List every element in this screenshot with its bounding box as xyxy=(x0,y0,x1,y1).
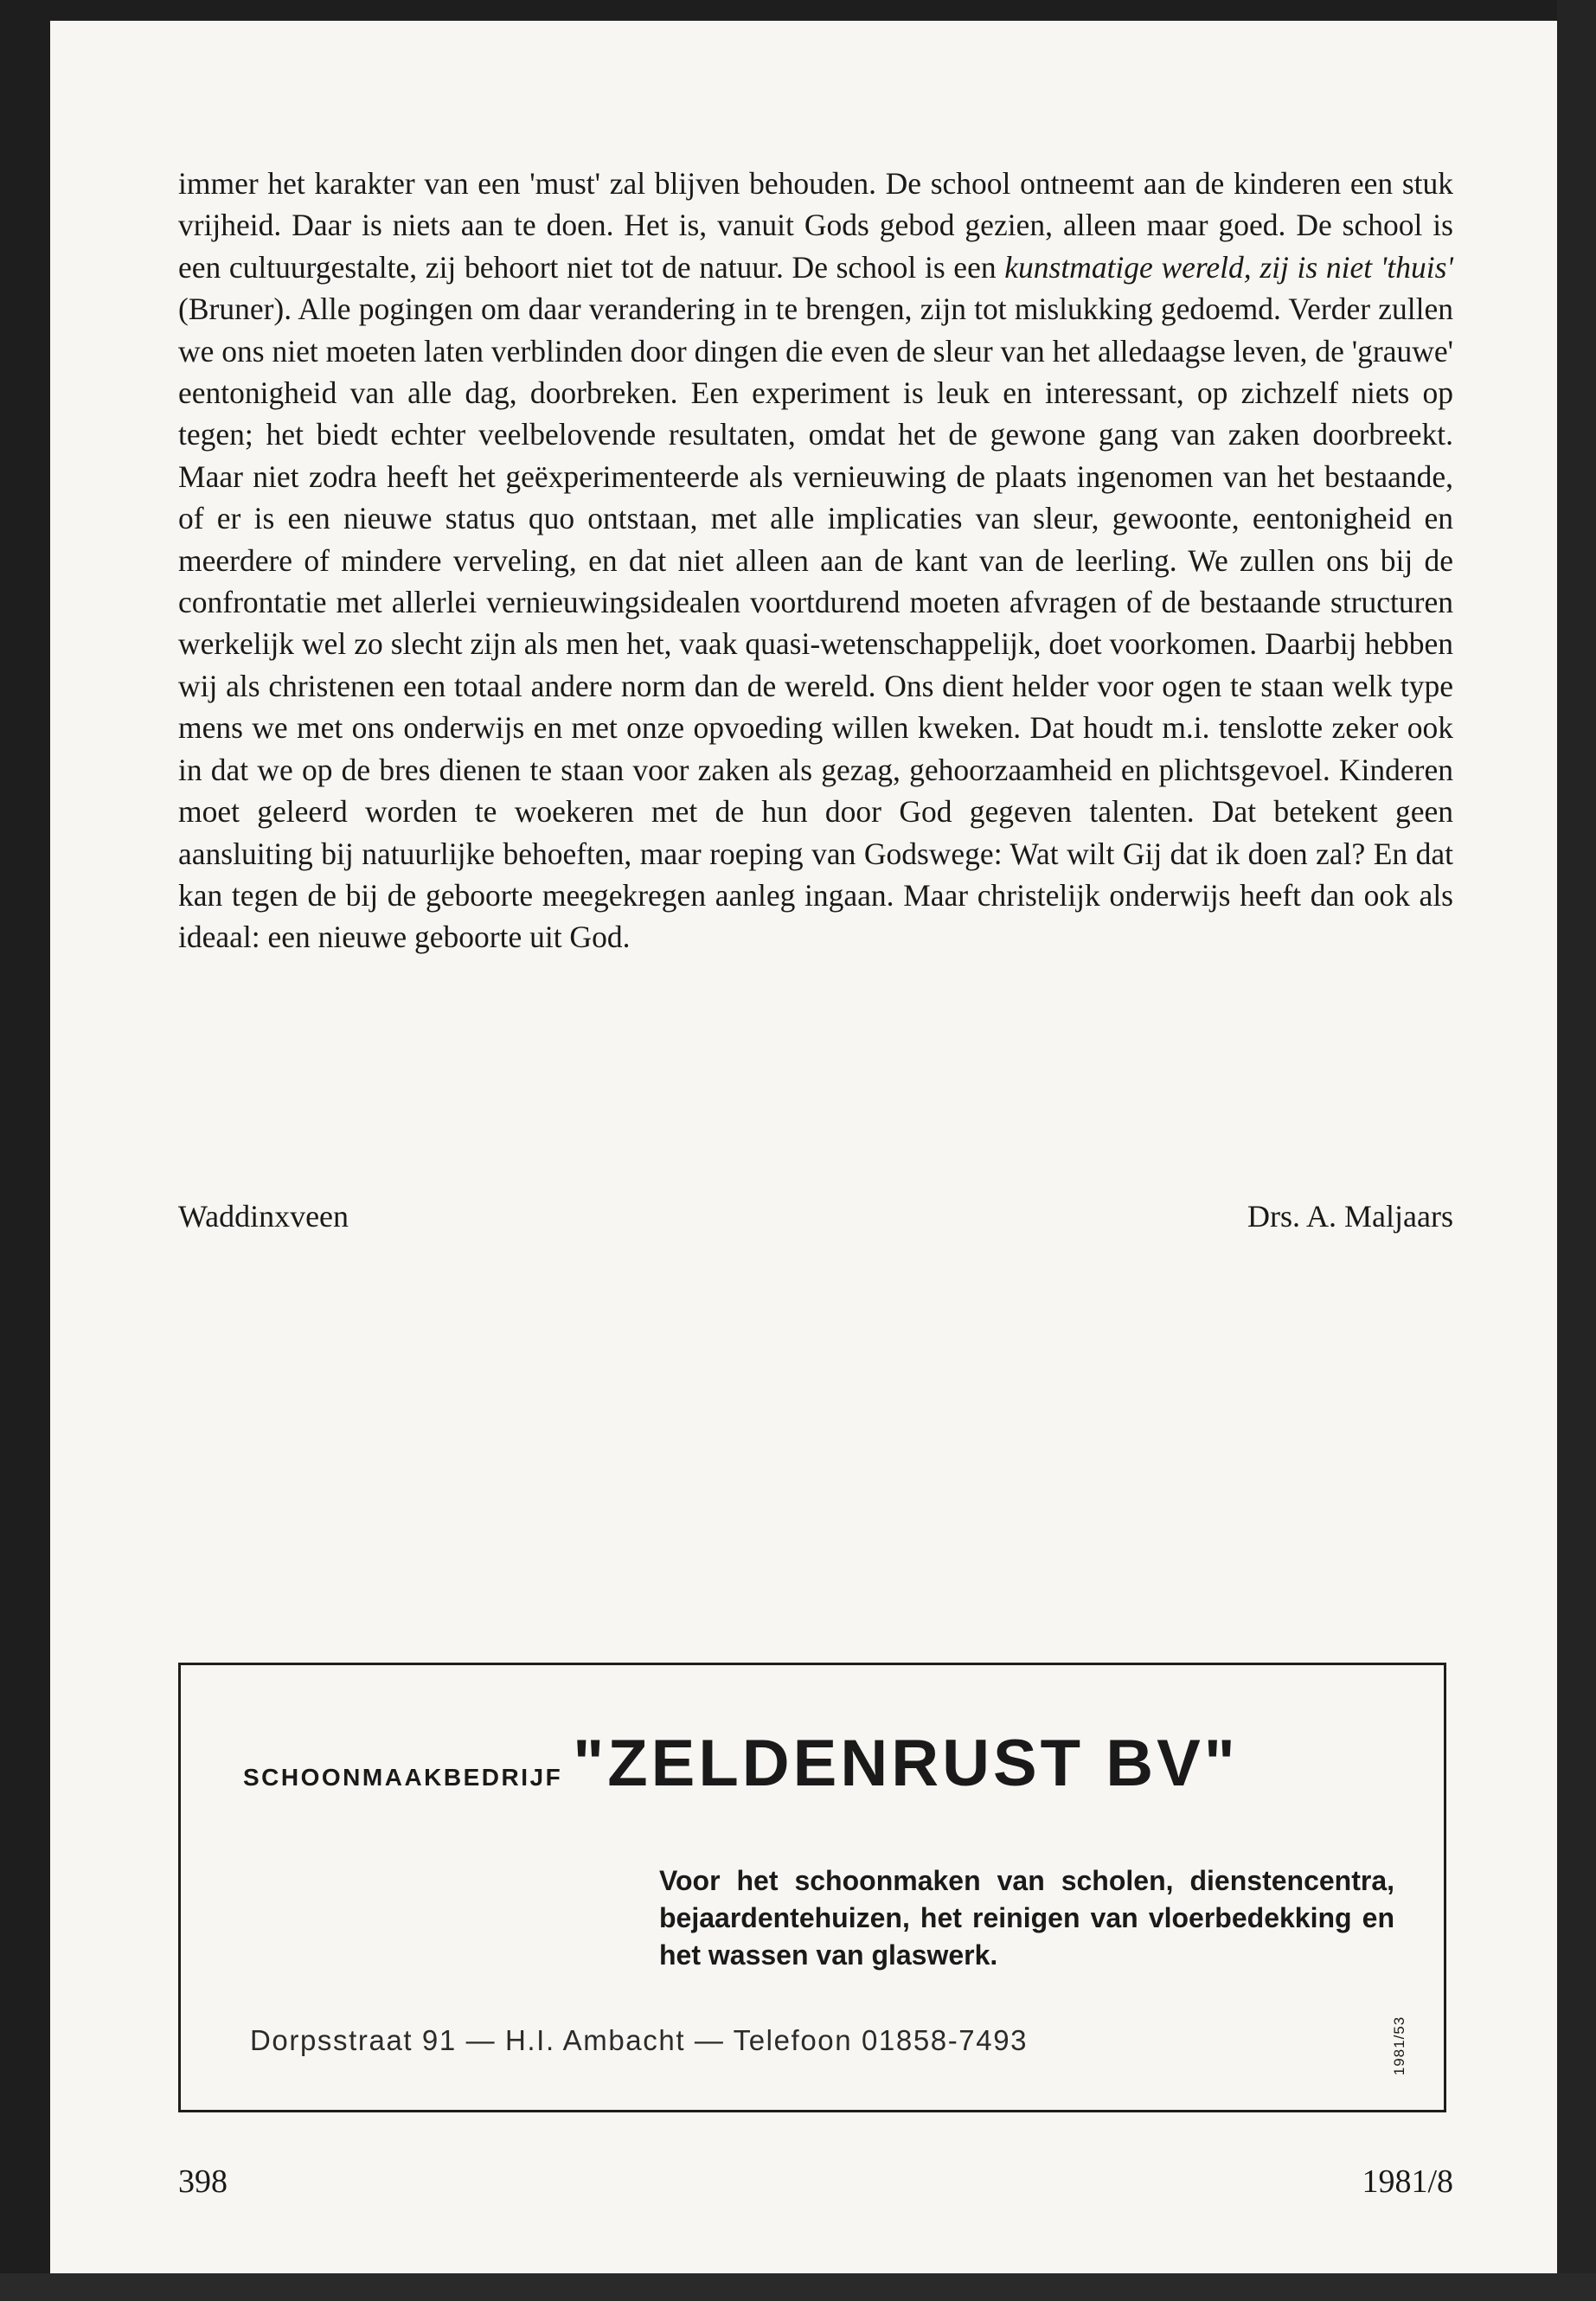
scan-border-top xyxy=(0,0,1596,21)
page-number: 398 xyxy=(178,2163,228,2200)
advertisement-box xyxy=(178,1663,1446,2112)
advertisement-company: "ZELDENRUST BV" xyxy=(573,1727,1239,1800)
advertisement-code xyxy=(1389,2016,1410,2076)
article-emphasis: kunstmatige wereld, zij is niet 'thuis' xyxy=(1004,249,1453,285)
article-text-continued: (Bruner). Alle pogingen om daar verandering in te brengen, zijn tot mislukking gedoemd. Verder zullen we ons niet moeten laten verblinden door dingen die even de sleur van het alledaagse leven, de 'grauwe' eentonigheid van alle dag, doorbreken. Een experiment is leuk en interessant, op zichzelf niets op tegen; het biedt echter veelbelovende resultaten, omdat het de gewone gang van zaken doorbreekt. Maar niet zodra heeft het geëxperimenteerde als vernieuwing de plaats ingenomen van het bestaande, of er is een nieuwe status quo ontstaan, met alle implicaties van sleur, gewoonte, eentonigheid en meerdere of mindere verveling, en dat niet alleen aan de kant van de leerling. We zullen ons bij de confrontatie met allerlei vernieuwingsidealen voortdurend moeten afvragen of de bestaande structuren werkelijk wel zo slecht zijn als men het, vaak quasi-wetenschappelijk, doet voorkomen. Daarbij hebben wij als christenen een totaal andere norm dan de wereld. Ons dient helder voor ogen te staan welk type mens we met ons onderwijs en met onze opvoeding willen kweken. Dat houdt m.i. tenslotte zeker ook in dat we op de bres dienen te staan voor zaken als gezag, gehoorzaamheid en plichtsgevoel. Kinderen moet geleerd worden te woekeren met de hun door God gegeven talenten. Dat betekent geen aansluiting bij natuurlijke behoeften, maar roeping van Godswege: Wat wilt Gij dat ik doen zal? En dat kan tegen de bij de geboorte meegekregen aanleg ingaan. Maar christelijk onderwijs heeft dan ook als ideaal: een nieuwe geboorte uit God. xyxy=(178,292,1453,955)
advertisement-address: Dorpsstraat 91 — H.I. Ambacht — Telefoon 01858-7493 xyxy=(250,2024,1029,2056)
signature xyxy=(178,1198,1453,1241)
article-body xyxy=(178,163,1453,958)
advertisement-heading xyxy=(243,1726,1385,1801)
scan-border-bottom xyxy=(0,2273,1596,2301)
scan-border-right xyxy=(1557,0,1596,2301)
advertisement-code-text: 1981/53 xyxy=(1391,2016,1408,2076)
scan-border-left xyxy=(0,0,50,2301)
article-paragraph xyxy=(178,163,1453,958)
advertisement-description: Voor het schoonmaken van scholen, dienstencentra, bejaardentehuizen, het reinigen van vloerbedekking en het wassen van glaswerk. xyxy=(659,1865,1394,1971)
signature-place: Waddinxveen xyxy=(178,1199,349,1234)
advertisement-prefix: SCHOONMAAKBEDRIJF xyxy=(243,1764,563,1791)
issue-number: 1981/8 xyxy=(1362,2163,1453,2200)
article-text: immer het karakter van een 'must' zal blijven behouden. De school ontneemt aan de kinderen een stuk vrijheid. Daar is niets aan te doen. Het is, vanuit Gods gebod gezien, alleen maar goed. De school is een cultuurgestalte, zij behoort niet tot de natuur. De school is een xyxy=(178,166,1453,285)
signature-author: Drs. A. Maljaars xyxy=(1247,1199,1453,1234)
